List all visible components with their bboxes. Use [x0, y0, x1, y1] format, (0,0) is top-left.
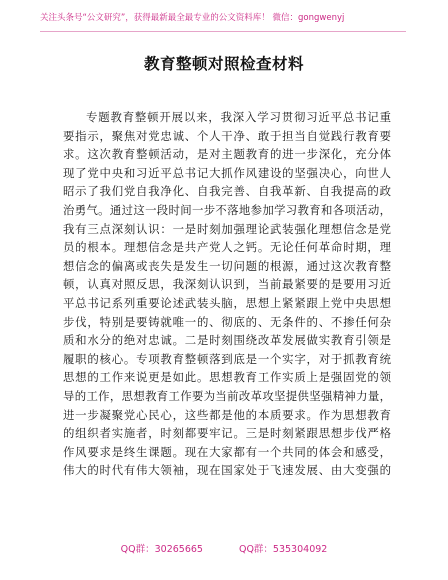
body-line: 履职的核心。专项教育整顿落到底是一个实字，对于抓教育统: [63, 351, 391, 366]
body-line: 进一步凝聚党心民心，这些都是他的本质要求。作为思想教育: [63, 407, 391, 422]
body-line: 现了党中央和习近平总书记大抓作风建设的坚强决心，向世人: [63, 165, 391, 180]
footer-qq-group-2: QQ群：535304092: [238, 544, 328, 555]
body-line: 想信念的偏离或丧失是发生一切问题的根源，通过这次教育整: [63, 258, 391, 273]
document-body: [63, 108, 391, 480]
document-title: 教育整顿对照检查材料: [143, 55, 304, 73]
body-line: 治勇气。通过这一段时间一步不落地参加学习教育和各项活动，: [63, 202, 391, 217]
footer-qq-group-1: QQ群：30265665: [120, 544, 203, 555]
header-divider: [40, 31, 406, 32]
body-line: 伟大的时代有伟大领袖，现在国家处于飞速发展、由大变强的: [63, 463, 391, 478]
body-line: 顿，认真对照反思，我深刻认识到，当前最紧要的是要用习近: [63, 277, 391, 292]
body-line: 求。这次教育整顿活动，是对主题教育的进一步深化，充分体: [63, 147, 391, 162]
body-line: 平总书记系列重要论述武装头脑，思想上紧紧跟上党中央思想: [63, 295, 391, 310]
body-line: 员的根本。理想信念是共产党人之钙。无论任何革命时期，理: [63, 240, 391, 255]
body-line: 昭示了我们党自我净化、自我完善、自我革新、自我提高的政: [63, 184, 391, 199]
body-line: 专题教育整顿开展以来，我深入学习贯彻习近平总书记重: [86, 110, 391, 124]
body-line: 要指示，聚焦对党忠诚、个人干净、敢于担当自觉践行教育要: [63, 128, 391, 143]
body-line: 步伐，特别是要铸就唯一的、彻底的、无条件的、不掺任何杂: [63, 314, 391, 329]
body-line: 我有三点深刻认识：一是时刻加强理论武装强化理想信念是党: [63, 221, 391, 236]
body-line: 作风要求是终生课题。现在大家都有一个共同的体会和感受，: [63, 444, 391, 459]
header-banner: 关注头条号“公文研究”，获得最新最全最专业的公文资料库！ 微信：gongwenyj: [40, 13, 345, 23]
body-line: 的组织者实施者，时刻都要牢记。三是时刻紧跟思想步伐严格: [63, 426, 391, 441]
body-line: 质和水分的绝对忠诚。二是时刻围绕改革发展做实教育引领是: [63, 333, 391, 348]
body-line: 思想的工作来说更是如此。思想教育工作实质上是强固党的领: [63, 370, 391, 385]
footer: [0, 541, 448, 555]
body-line: 导的工作，思想教育工作要为当前改革攻坚提供坚强精神力量，: [63, 388, 391, 403]
